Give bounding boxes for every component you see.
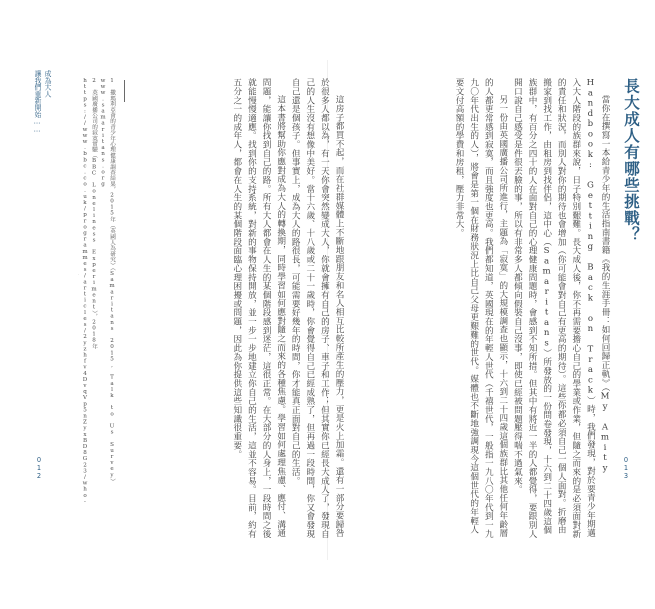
left-paragraph-1: 這房子都買不起，而在社群媒體上不斷地跟朋友和名人相互比較所產生的壓力，更是火上加霜。還有一部分要歸咎於很多人都以為，有一天你會突然變成大人，你就會擁有自己的房子、車子和工作；但其實你已經長大成人了，發現自己的人生沒有想像中美好。當十六歲、十八歲或二十一歲時，你會覺得自己已經成熟了，但再過一段時間，你又會發現自己還是個孩子。但事實上，成為大人的路很長，可能需要好幾年的時間，你才能真正面對自己的生活。 [290,78,344,539]
footnote-2: 2 英國廣播公司的寂寞實驗（BBC Loneliness Experiment），2018年 https://www.bbc.co.uk/programmes/articles/2yzhfv4DvqVp5nZyxBD8G23/who- [82,78,97,505]
left-paragraph-2: 這本書將幫助你應對成為大人的轉換期，同時學習如何應對隨之而來的各種焦慮。學習如何處理焦慮、應付、溝通問題，能讓你找到自己的路。所有大人都會在人生的某個階段感到迷茫，這很正常。在大部分的人身上，一段時間之後就能慢慢適應。找到你的支持系統，對新的事物保持開放，並一步一步地建立你自己的生活，這並不容易。目前，約有五分之一的成年人，都會在人生的某個階段面臨心理困擾或問題，因此為你提供這些知識很重要。 [231,78,286,539]
left-page-body [82,78,346,540]
page-number-right: 013 [622,456,630,480]
right-paragraph-1: 當你在撰寫一本給青少年的生活指南書籍《我的生涯手冊：如何回歸正軌》（My Amity Handbook: Getting Back on Track）時，我們發現，對於要青少年期邁入大人階段的族群來說，日子特別艱難。長大成人後，你不再需要擔心自己的學業或作業，但隨之而來的是必須面對新的責任和狀況，而別人對你的期待也會增加（你可能會對自己有更高的期待）。這些你都必須自己一個人面對。折磨由搬家到找工作，由租房到找伴侶，這中心（Samaritans）所發放的一份問卷發現，十六到二十四歲這個族群中，有百分之四十的人在面對自己的心理健康問題時，會感到不知所措。但其中有將近一半的人都覺得，要跟別人開口說自己感受是件很丟臉的事，所以有非常多人都傾向假裝自己沒事，即使已經被問題壓得喘不過氣來。 [512,78,610,539]
right-page-body [330,78,612,540]
running-head-line-1: 成為大人 [43,70,51,98]
left-page [82,78,346,540]
right-page [332,78,642,540]
right-paragraph-2: 另一份由英國廣播公司所進行，主題為「寂寞」的大規模調查也顯示，十六到二十四歲這個族群比其他任何年齡層的人都更常感到寂寞，而且強度也更高。我們都知道，英國現在的年輕人世代（千禧世代，一般指一九八〇年代到一九九〇年代出生的人），將會是第一個在財務狀況上比自己父母更艱難的世代。媒體也不斷地強調現今這個世代的年輕人要文付高額的學費和房租，壓力非常大。 [454,78,508,539]
running-head-line-2: 讓我們重新開始…… [33,70,41,134]
running-head [32,70,52,134]
page-number-left: 012 [35,456,43,480]
page-title: 長大成人有哪些挑戰？ [622,78,640,243]
footnote-1: 1 撒瑪利亞會的青少年心理健康調查結果，2015年（英國人為研究）（Samaritans 2015, Talk to Us Survey）www.samaritans.org [100,78,115,485]
